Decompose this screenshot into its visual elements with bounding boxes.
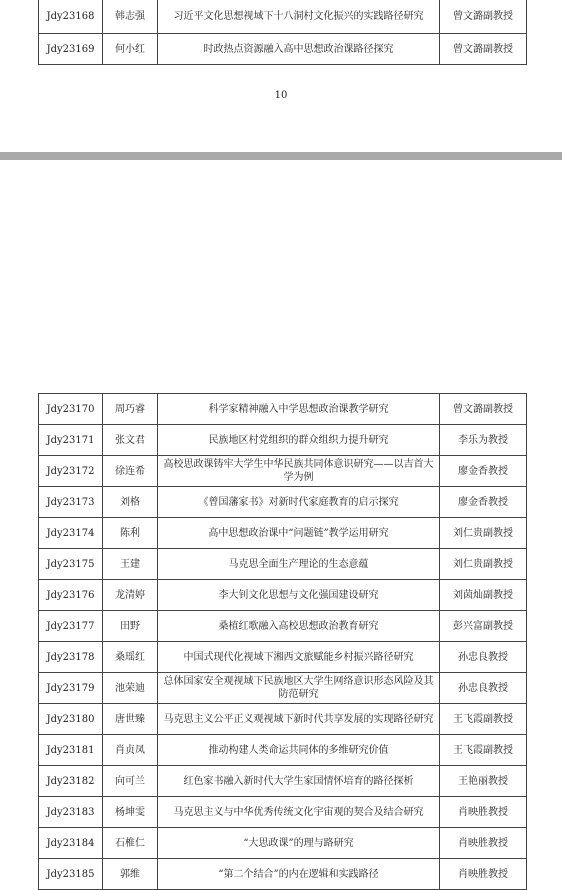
project-id-cell: Jdy23177 bbox=[39, 611, 103, 642]
project-id-cell: Jdy23170 bbox=[39, 394, 103, 425]
table-row bbox=[39, 642, 527, 673]
project-title-cell: 马克思主义与中华优秀传统文化宇宙观的契合及结合研究 bbox=[158, 797, 440, 828]
project-table-bottom bbox=[38, 393, 527, 890]
project-title-cell: 高中思想政治课中“问题链”教学运用研究 bbox=[158, 518, 440, 549]
project-id-cell: Jdy23185 bbox=[39, 859, 103, 890]
student-name-cell: 张文君 bbox=[103, 425, 158, 456]
advisor-cell: 彭兴富副教授 bbox=[440, 611, 527, 642]
project-table-top bbox=[38, 0, 527, 65]
page-divider bbox=[0, 152, 562, 160]
advisor-cell: 曾文潞副教授 bbox=[440, 34, 527, 65]
project-id-cell: Jdy23172 bbox=[39, 456, 103, 487]
student-name-cell: 刘格 bbox=[103, 487, 158, 518]
student-name-cell: 陈利 bbox=[103, 518, 158, 549]
advisor-cell: 曾文潞副教授 bbox=[440, 0, 527, 34]
student-name-cell: 王建 bbox=[103, 549, 158, 580]
advisor-cell: 刘仁贵副教授 bbox=[440, 549, 527, 580]
project-title-cell: 科学家精神融入中学思想政治课教学研究 bbox=[158, 394, 440, 425]
project-id-cell: Jdy23174 bbox=[39, 518, 103, 549]
table-row bbox=[39, 735, 527, 766]
project-title-cell: “第二个结合”的内在逻辑和实践路径 bbox=[158, 859, 440, 890]
student-name-cell: 田野 bbox=[103, 611, 158, 642]
student-name-cell: 桑瑶红 bbox=[103, 642, 158, 673]
table-row bbox=[39, 425, 527, 456]
table-row bbox=[39, 704, 527, 735]
student-name-cell: 韩志强 bbox=[103, 0, 158, 34]
table-row bbox=[39, 859, 527, 890]
project-title-cell: 习近平文化思想视域下十八洞村文化振兴的实践路径研究 bbox=[158, 0, 440, 34]
table-row bbox=[39, 456, 527, 487]
project-title-cell: 时政热点资源融入高中思想政治课路径探究 bbox=[158, 34, 440, 65]
advisor-cell: 孙忠良教授 bbox=[440, 642, 527, 673]
advisor-cell: 刘茵灿副教授 bbox=[440, 580, 527, 611]
project-id-cell: Jdy23169 bbox=[39, 34, 103, 65]
advisor-cell: 王艳丽教授 bbox=[440, 766, 527, 797]
table-row bbox=[39, 580, 527, 611]
project-id-cell: Jdy23175 bbox=[39, 549, 103, 580]
project-title-cell: 民族地区村党组织的群众组织力提升研究 bbox=[158, 425, 440, 456]
table-row bbox=[39, 487, 527, 518]
project-id-cell: Jdy23178 bbox=[39, 642, 103, 673]
advisor-cell: 孙忠良教授 bbox=[440, 673, 527, 704]
project-title-cell: “大思政课”的理与路研究 bbox=[158, 828, 440, 859]
student-name-cell: 龙清婷 bbox=[103, 580, 158, 611]
project-title-cell: 推动构建人类命运共同体的多维研究价值 bbox=[158, 735, 440, 766]
project-title-cell: 马克思主义公平正义观视域下新时代共享发展的实现路径研究 bbox=[158, 704, 440, 735]
advisor-cell: 王飞霞副教授 bbox=[440, 735, 527, 766]
student-name-cell: 向可兰 bbox=[103, 766, 158, 797]
table-row bbox=[39, 0, 527, 34]
project-title-cell: 桑植红歌融入高校思想政治教育研究 bbox=[158, 611, 440, 642]
student-name-cell: 郭维 bbox=[103, 859, 158, 890]
student-name-cell: 肖贞凤 bbox=[103, 735, 158, 766]
advisor-cell: 肖映胜教授 bbox=[440, 859, 527, 890]
project-title-cell: 总体国家安全观视域下民族地区大学生网络意识形态风险及其防范研究 bbox=[158, 673, 440, 704]
project-id-cell: Jdy23184 bbox=[39, 828, 103, 859]
project-title-cell: 高校思政课铸牢大学生中华民族共同体意识研究——以吉首大学为例 bbox=[158, 456, 440, 487]
table-row bbox=[39, 34, 527, 65]
table-row bbox=[39, 549, 527, 580]
advisor-cell: 曾文潞副教授 bbox=[440, 394, 527, 425]
student-name-cell: 何小红 bbox=[103, 34, 158, 65]
student-name-cell: 石椎仁 bbox=[103, 828, 158, 859]
advisor-cell: 廖金香教授 bbox=[440, 456, 527, 487]
project-id-cell: Jdy23182 bbox=[39, 766, 103, 797]
advisor-cell: 肖映胜教授 bbox=[440, 828, 527, 859]
student-name-cell: 杨坤雯 bbox=[103, 797, 158, 828]
table-row bbox=[39, 673, 527, 704]
project-title-cell: 马克思全面生产理论的生态意蕴 bbox=[158, 549, 440, 580]
table-row bbox=[39, 394, 527, 425]
table-row bbox=[39, 766, 527, 797]
project-title-cell: 红色家书融入新时代大学生家国情怀培育的路径探析 bbox=[158, 766, 440, 797]
project-title-cell: 李大钊文化思想与文化强国建设研究 bbox=[158, 580, 440, 611]
student-name-cell: 唐世臻 bbox=[103, 704, 158, 735]
advisor-cell: 李乐为教授 bbox=[440, 425, 527, 456]
project-id-cell: Jdy23176 bbox=[39, 580, 103, 611]
project-id-cell: Jdy23171 bbox=[39, 425, 103, 456]
project-title-cell: 《曾国藩家书》对新时代家庭教育的启示探究 bbox=[158, 487, 440, 518]
page-number: 10 bbox=[274, 90, 288, 101]
project-title-cell: 中国式现代化视域下湘西文旅赋能乡村振兴路径研究 bbox=[158, 642, 440, 673]
table-row bbox=[39, 518, 527, 549]
advisor-cell: 刘仁贵副教授 bbox=[440, 518, 527, 549]
student-name-cell: 池荣迪 bbox=[103, 673, 158, 704]
project-id-cell: Jdy23168 bbox=[39, 0, 103, 34]
project-id-cell: Jdy23179 bbox=[39, 673, 103, 704]
advisor-cell: 廖金香教授 bbox=[440, 487, 527, 518]
project-id-cell: Jdy23180 bbox=[39, 704, 103, 735]
table-row bbox=[39, 611, 527, 642]
student-name-cell: 周巧睿 bbox=[103, 394, 158, 425]
advisor-cell: 王飞霞副教授 bbox=[440, 704, 527, 735]
table-row bbox=[39, 797, 527, 828]
project-id-cell: Jdy23181 bbox=[39, 735, 103, 766]
project-id-cell: Jdy23183 bbox=[39, 797, 103, 828]
advisor-cell: 肖映胜教授 bbox=[440, 797, 527, 828]
student-name-cell: 徐连希 bbox=[103, 456, 158, 487]
document-page-bottom bbox=[0, 160, 562, 880]
table-row bbox=[39, 828, 527, 859]
project-id-cell: Jdy23173 bbox=[39, 487, 103, 518]
document-page-top bbox=[0, 0, 562, 152]
